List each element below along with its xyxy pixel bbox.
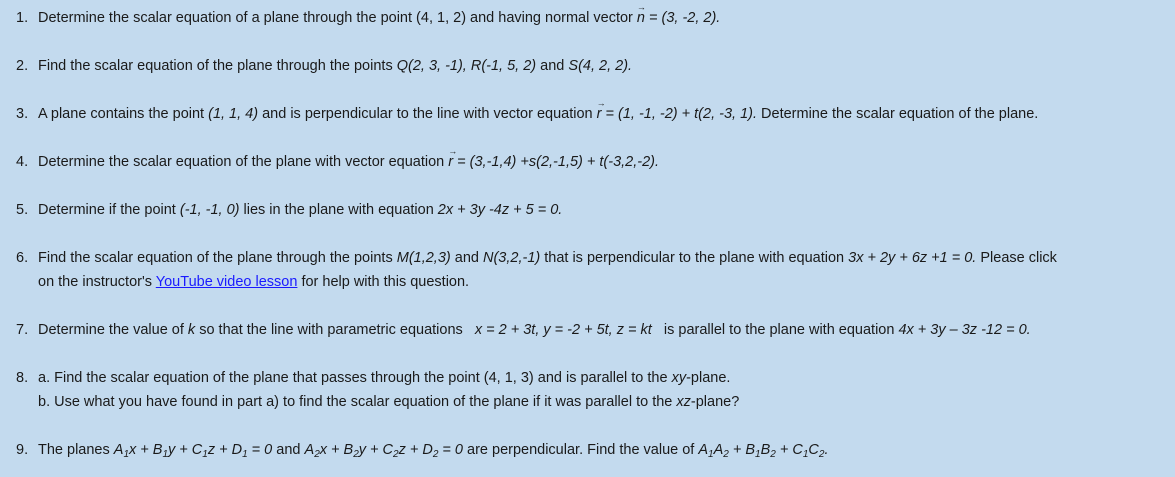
vector-r: → r xyxy=(448,150,453,174)
question-9: 9. The planes $A_1x + B_1y + C_1z + D_1 = 0$ and $A_2x + B_2y + C_2z + D_2 = 0$ are perpendicular. Find the value of $A_1A_2 + B_1B_2 + C_1C_2$. xyxy=(16,442,829,460)
plane-equation-2: $A_2x + B_2y + C_2z + D_2 = 0$ xyxy=(304,442,463,460)
question-6-continued: on the instructor's YouTube video lesson for help with this question. xyxy=(38,274,470,290)
vector-n: → n xyxy=(637,6,645,30)
question-8: 8. a. Find the scalar equation of the plane that passes through the point (4, 1, 3) and is parallel to the xy-plane. b. Use what you have found in part a) to find the scalar equation of the plane if it was parallel to the xz-plane? xyxy=(16,366,739,414)
question-5: 5. Determine if the point (-1, -1, 0) lies in the plane with equation 2x + 3y -4z + 5 = 0. xyxy=(16,202,563,218)
question-1: 1. Determine the scalar equation of a plane through the point (4, 1, 2) and having normal vector → n = (3, -2, 2). xyxy=(16,6,720,30)
question-8-part-b: b. Use what you have found in part a) to find the scalar equation of the plane if it was parallel to the xz-plane? xyxy=(38,394,740,410)
plane-equation-1: $A_1x + B_1y + C_1z + D_1 = 0$ xyxy=(113,442,273,460)
question-7: 7. Determine the value of k so that the line with parametric equations x = 2 + 3t, y = -2 + 5t, z = kt is parallel to the plane with equation 4x + 3y – 3z -12 = 0. xyxy=(16,322,1031,338)
question-6: 6. Find the scalar equation of the plane through the points M(1,2,3) and N(3,2,-1) that is perpendicular to the plane with equation 3x + 2y + 6z +1 = 0. Please click on the instructor's YouTube video lesson for help with this question. xyxy=(16,246,1057,294)
vector-r: → r xyxy=(597,102,602,126)
question-4: 4. Determine the scalar equation of the plane with vector equation → r = (3,-1,4) +s(2,-1,5) + t(-3,2,-2). xyxy=(16,150,659,174)
dot-product-expression: $A_1A_2 + B_1B_2 + C_1C_2$. xyxy=(698,442,829,460)
youtube-video-lesson-link[interactable]: YouTube video lesson xyxy=(155,274,298,290)
question-2: 2. Find the scalar equation of the plane through the points Q(2, 3, -1), R(-1, 5, 2) and S(4, 2, 2). xyxy=(16,58,633,74)
question-3: 3. A plane contains the point (1, 1, 4) and is perpendicular to the line with vector equation → r = (1, -1, -2) + t(2, -3, 1). Determine the scalar equation of the plane. xyxy=(16,102,1038,126)
